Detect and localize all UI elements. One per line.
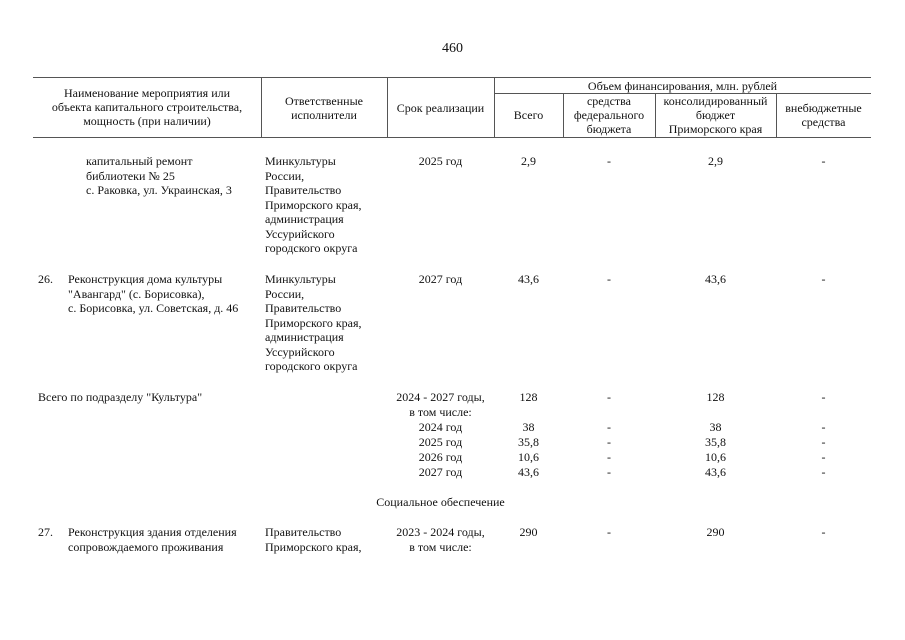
header-top-border — [33, 77, 871, 78]
year-row-total: 38 — [522, 420, 535, 434]
year-row-extra: - — [821, 435, 826, 449]
header-funding: Объем финансирования, млн. рублей — [587, 79, 778, 93]
year-row-term: 2024 год — [418, 420, 463, 434]
header-name: Наименование мероприятия или объекта капитального строительства, мощность (при наличии) — [51, 86, 243, 128]
row-27-regional: 290 — [706, 525, 725, 539]
row-27-federal: - — [607, 525, 611, 539]
row-library-federal: - — [607, 154, 611, 168]
row-27-executors: Правительство Приморского края, — [265, 525, 362, 554]
row-library-executors: Минкультуры России, Правительство Приморского края, администрация Уссурийского городского округа — [265, 154, 362, 255]
year-row-total: 10,6 — [518, 450, 539, 464]
header-extra: внебюджетные средства — [785, 101, 862, 129]
year-row-term: 2027 год — [418, 465, 463, 479]
section-title: Социальное обеспечение — [376, 495, 505, 509]
row-26-term: 2027 год — [418, 272, 463, 286]
row-26-regional: 43,6 — [705, 272, 726, 286]
row-27-extra: - — [821, 525, 826, 539]
row-26-federal: - — [607, 272, 611, 286]
row-library-term: 2025 год — [418, 154, 463, 168]
header-federal: средства федерального бюджета — [573, 94, 645, 136]
subtotal-total: 128 — [519, 390, 538, 404]
header-term: Срок реализации — [396, 101, 485, 115]
header-regional: консолидированный бюджет Приморского края — [663, 94, 768, 136]
year-row-term: 2026 год — [418, 450, 463, 464]
year-row-term: 2025 год — [418, 435, 463, 449]
row-27-total: 290 — [519, 525, 538, 539]
year-row-extra: - — [821, 420, 826, 434]
row-27-number: 27. — [38, 525, 53, 539]
year-row-federal: - — [607, 420, 611, 434]
year-row-extra: - — [821, 465, 826, 479]
header-executors: Ответственные исполнители — [285, 94, 363, 122]
year-row-regional: 38 — [709, 420, 722, 434]
row-library-extra: - — [821, 154, 826, 168]
year-row-federal: - — [607, 435, 611, 449]
year-row-total: 35,8 — [518, 435, 539, 449]
year-row-extra: - — [821, 450, 826, 464]
row-26-name: Реконструкция дома культуры "Авангард" (с. Борисовка), с. Борисовка, ул. Советская, д. 46 — [68, 272, 239, 315]
row-26-total: 43,6 — [518, 272, 539, 286]
year-row-regional: 43,6 — [705, 465, 726, 479]
header-bottom-border — [33, 137, 871, 138]
row-26-extra: - — [821, 272, 826, 286]
year-row-total: 43,6 — [518, 465, 539, 479]
row-27-name: Реконструкция здания отделения сопровождаемого проживания — [68, 525, 237, 554]
year-row-federal: - — [607, 465, 611, 479]
subtotal-label: Всего по подразделу "Культура" — [38, 390, 203, 404]
row-26-executors: Минкультуры России, Правительство Приморского края, администрация Уссурийского городского округа — [265, 272, 362, 373]
year-row-regional: 10,6 — [705, 450, 726, 464]
row-27-term: 2023 - 2024 годы, в том числе: — [396, 525, 485, 554]
row-26-number: 26. — [38, 272, 53, 286]
subtotal-federal: - — [607, 390, 611, 404]
page-number: 460 — [442, 41, 463, 56]
subtotal-extra: - — [821, 390, 826, 404]
header-total: Всего — [513, 108, 544, 122]
row-library-total: 2,9 — [521, 154, 536, 168]
year-row-regional: 35,8 — [705, 435, 726, 449]
subtotal-term: 2024 - 2027 годы, в том числе: — [396, 390, 485, 419]
row-library-name: капитальный ремонт библиотеки № 25 с. Раковка, ул. Украинская, 3 — [86, 154, 232, 197]
year-row-federal: - — [607, 450, 611, 464]
row-library-regional: 2,9 — [708, 154, 723, 168]
subtotal-regional: 128 — [706, 390, 725, 404]
